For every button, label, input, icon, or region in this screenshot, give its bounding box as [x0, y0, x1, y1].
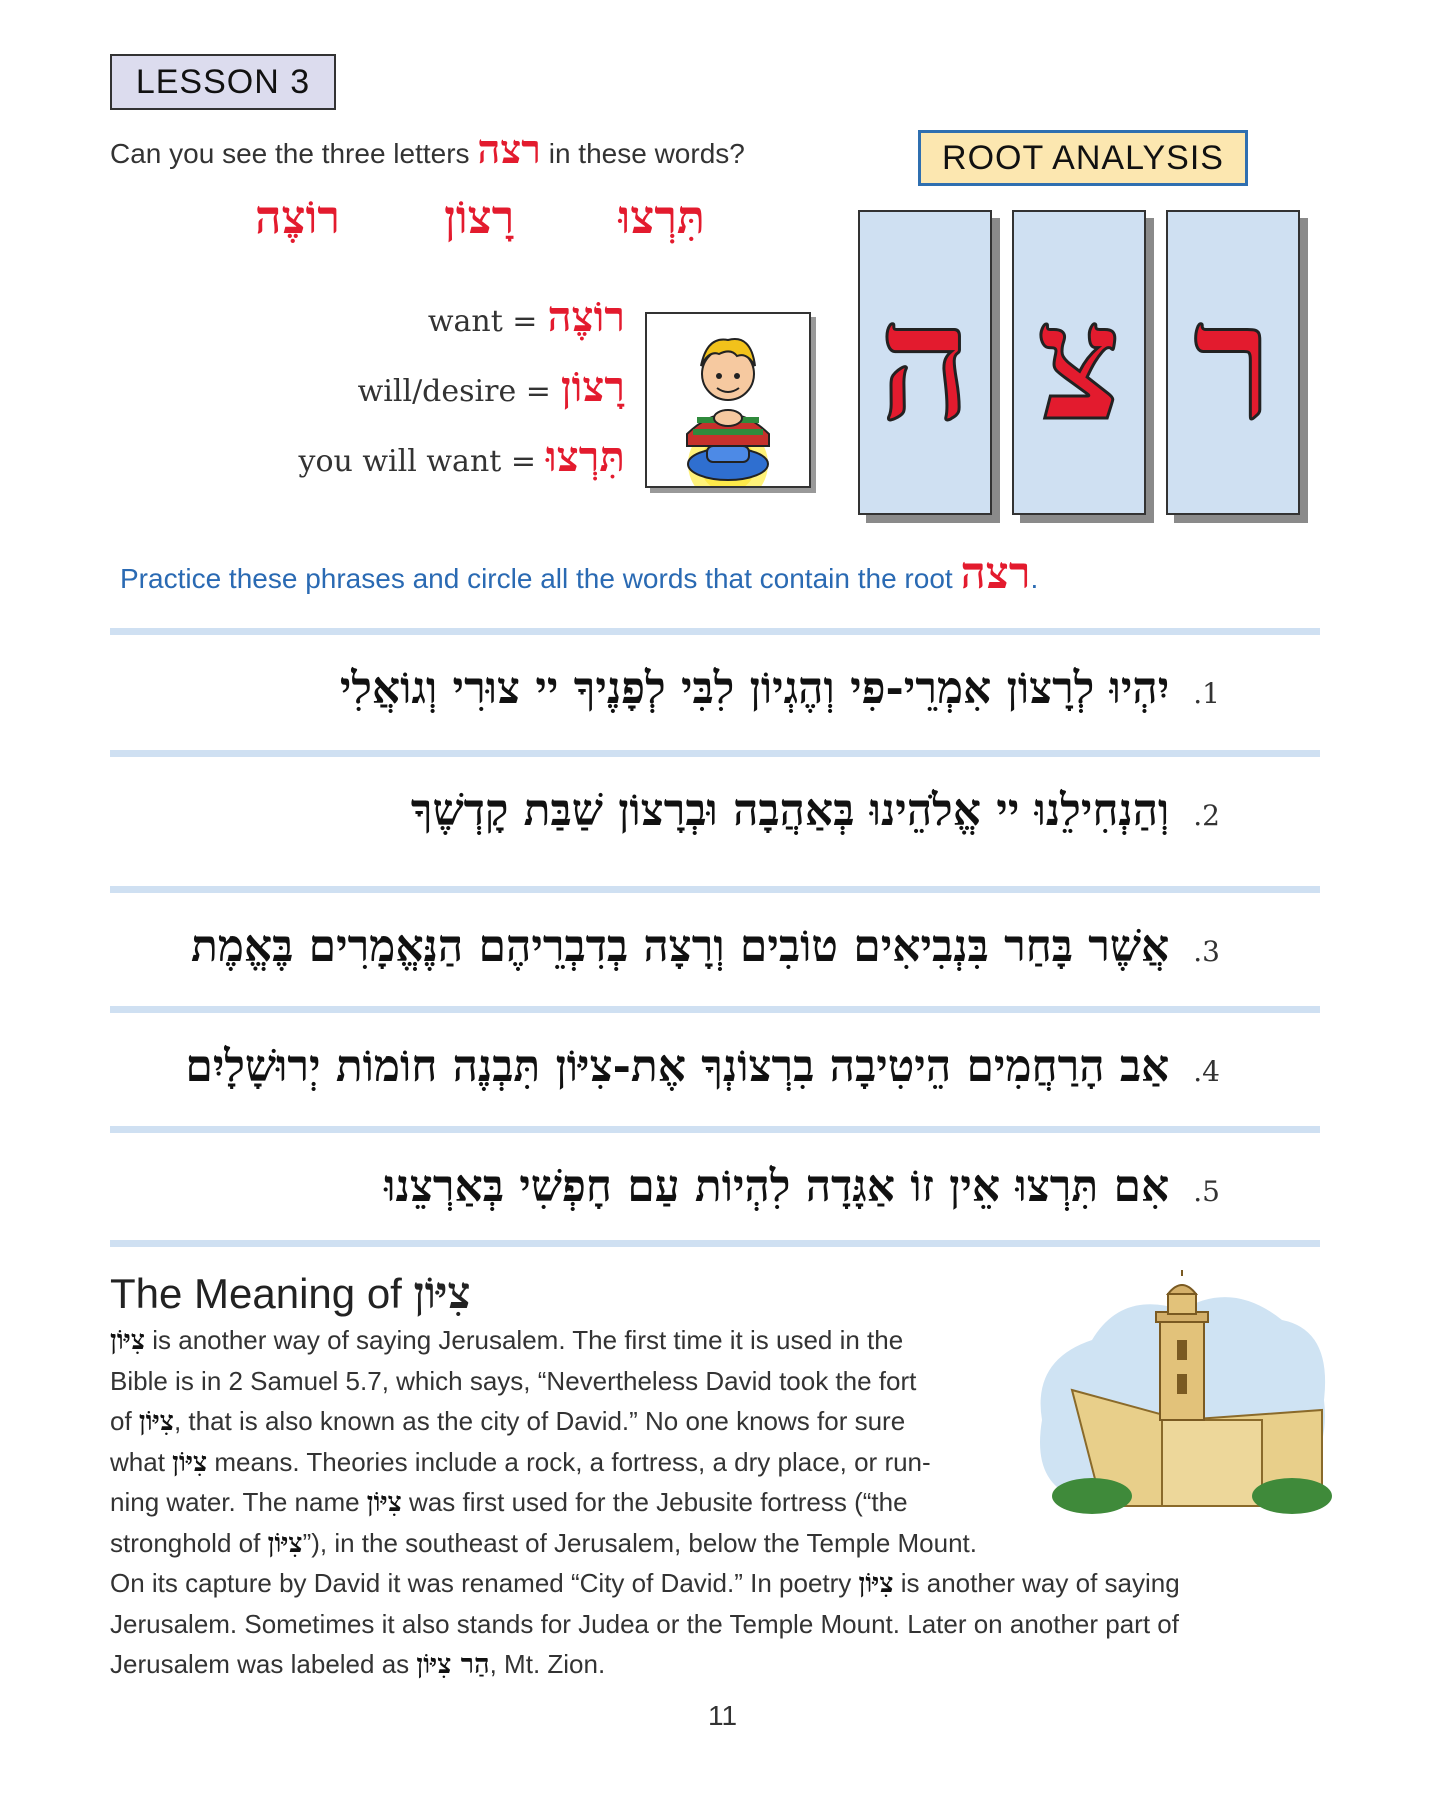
intro-after: in these words?	[540, 138, 745, 169]
root-analysis-label: ROOT ANALYSIS	[918, 130, 1248, 186]
definition-hebrew: רוֹצֶה	[547, 292, 625, 341]
phrase-number: .4	[1193, 1055, 1220, 1088]
root-letter: צ	[1037, 268, 1121, 456]
meaning-hebrew-word: צִיּוֹן	[138, 1406, 174, 1437]
practice-root: רצה	[960, 548, 1031, 599]
meaning-hebrew-word: הַר צִיּוֹן	[416, 1649, 490, 1680]
phrase-row	[110, 663, 1220, 714]
root-letter: ה	[878, 268, 972, 456]
definition-row	[358, 362, 625, 412]
meaning-text: what	[110, 1446, 173, 1477]
meaning-text: of	[110, 1406, 139, 1436]
meaning-line	[110, 1604, 1350, 1645]
meaning-text: stronghold of	[110, 1527, 268, 1558]
meaning-title: The Meaning of	[110, 1270, 414, 1317]
phrase-row	[110, 785, 1220, 836]
meaning-text: Bible is in 2 Samuel 5.7, which says, “Nevertheless David took the fort	[110, 1365, 917, 1396]
definition-english: you will want =	[298, 444, 536, 479]
meaning-hebrew-word: צִיּוֹן	[172, 1446, 208, 1478]
meaning-text: Jerusalem. Sometimes it also stands for Judea or the Temple Mount. Later on another part of	[110, 1608, 1179, 1639]
phrase-text: אִם תִּרְצוּ אֵין זוֹ אַגָּדָה לִהְיוֹת עַם חָפְשִׁי בְּאַרְצֵנוּ	[384, 1161, 1170, 1212]
meaning-text: is another way of saying	[893, 1568, 1180, 1598]
phrase-row	[110, 1041, 1220, 1092]
meaning-line	[110, 1401, 1350, 1442]
meaning-text: Jerusalem was labeled as	[110, 1649, 417, 1679]
root-letter-tiles	[858, 210, 1301, 515]
intro-before: Can you see the three letters	[110, 138, 478, 169]
definition-row	[299, 432, 625, 482]
meaning-text: , Mt. Zion.	[489, 1649, 606, 1679]
meaning-title-hebrew: צִיּוֹן	[413, 1268, 471, 1319]
intro-question	[110, 126, 745, 173]
definition-english: will/desire =	[357, 374, 551, 409]
phrase-row	[110, 1161, 1220, 1212]
lesson-label: LESSON 3	[110, 54, 336, 110]
definition-hebrew: רָצוֹן	[560, 362, 625, 411]
page-number: 11	[707, 1700, 738, 1731]
definition-hebrew: תִּרְצוּ	[546, 432, 625, 481]
practice-before: Practice these phrases and circle all the words that contain the root	[120, 563, 961, 594]
boy-with-car-illustration	[645, 312, 811, 488]
divider	[110, 886, 1320, 893]
practice-instructions	[120, 548, 1038, 599]
meaning-line	[110, 1523, 1350, 1564]
root-letter: ר	[1193, 268, 1273, 456]
divider	[110, 1006, 1320, 1013]
definition-row	[428, 292, 625, 342]
phrase-text: וְהַנְחִילֵנוּ יי אֱלֹהֵינוּ בְּאַהֲבָה וּבְרָצוֹן שַׁבַּת קָדְשֶׁךָ	[410, 785, 1170, 836]
meaning-hebrew-word: צִיּוֹן	[858, 1568, 894, 1599]
meaning-hebrew-word: צִיּוֹן	[267, 1527, 303, 1559]
intro-root: רצה	[477, 126, 541, 173]
root-word: רָצוֹן	[444, 190, 515, 244]
root-letter-tile	[1166, 210, 1300, 515]
meaning-text: ning water. The name	[110, 1487, 367, 1517]
phrase-number: .2	[1193, 799, 1220, 832]
meaning-text: , that is also known as the city of David.” No one knows for sure	[173, 1406, 906, 1436]
meaning-line	[110, 1563, 1350, 1604]
meaning-heading	[110, 1268, 471, 1319]
phrase-text: אַב הָרַחֲמִים הֵיטִיבָה בִרְצוֹנְךָ אֶת-צִיּוֹן תִּבְנֶה חוֹמוֹת יְרוּשָׁלָיִם	[185, 1041, 1170, 1092]
definition-english: want =	[427, 304, 538, 339]
meaning-text: ”), in the southeast of Jerusalem, below the Temple Mount.	[302, 1527, 978, 1558]
root-letter-tile	[858, 210, 992, 515]
practice-after: .	[1030, 563, 1039, 594]
phrase-number: .3	[1193, 935, 1220, 968]
phrase-number: .1	[1193, 677, 1220, 710]
meaning-line	[110, 1644, 1350, 1685]
meaning-body	[110, 1320, 1350, 1685]
root-letter-tile	[1012, 210, 1146, 515]
divider	[110, 628, 1320, 635]
meaning-text: On its capture by David it was renamed “City of David.” In poetry	[110, 1568, 859, 1598]
phrase-text: אֲשֶׁר בָּחַר בִּנְבִיאִים טוֹבִים וְרָצָה בְדִבְרֵיהֶם הַנֶּאֱמָרִים בֶּאֱמֶת	[190, 921, 1170, 972]
meaning-text: was first used for the Jebusite fortress (“the	[401, 1487, 908, 1517]
divider	[110, 1240, 1320, 1247]
root-words-row	[255, 190, 705, 244]
divider	[110, 750, 1320, 757]
divider	[110, 1126, 1320, 1133]
meaning-hebrew-word: צִיּוֹן	[110, 1325, 146, 1356]
meaning-text: is another way of saying Jerusalem. The first time it is used in the	[145, 1325, 904, 1355]
meaning-line	[110, 1442, 1350, 1483]
phrase-row	[110, 921, 1220, 972]
meaning-line	[110, 1361, 1350, 1402]
root-word: רוֹצֶה	[255, 190, 340, 244]
phrase-number: .5	[1193, 1175, 1220, 1208]
root-word: תִּרְצוּ	[618, 190, 705, 244]
meaning-hebrew-word: צִיּוֹן	[366, 1487, 402, 1518]
meaning-text: means. Theories include a rock, a fortress, a dry place, or run-	[207, 1446, 931, 1477]
phrase-text: יִהְיוּ לְרָצוֹן אִמְרֵי-פִי וְהֶגְיוֹן לִבִּי לְפָנֶיךָ יי צוּרִי וְגוֹאֲלִי	[339, 663, 1170, 714]
meaning-line	[110, 1320, 1350, 1361]
meaning-line	[110, 1482, 1350, 1523]
